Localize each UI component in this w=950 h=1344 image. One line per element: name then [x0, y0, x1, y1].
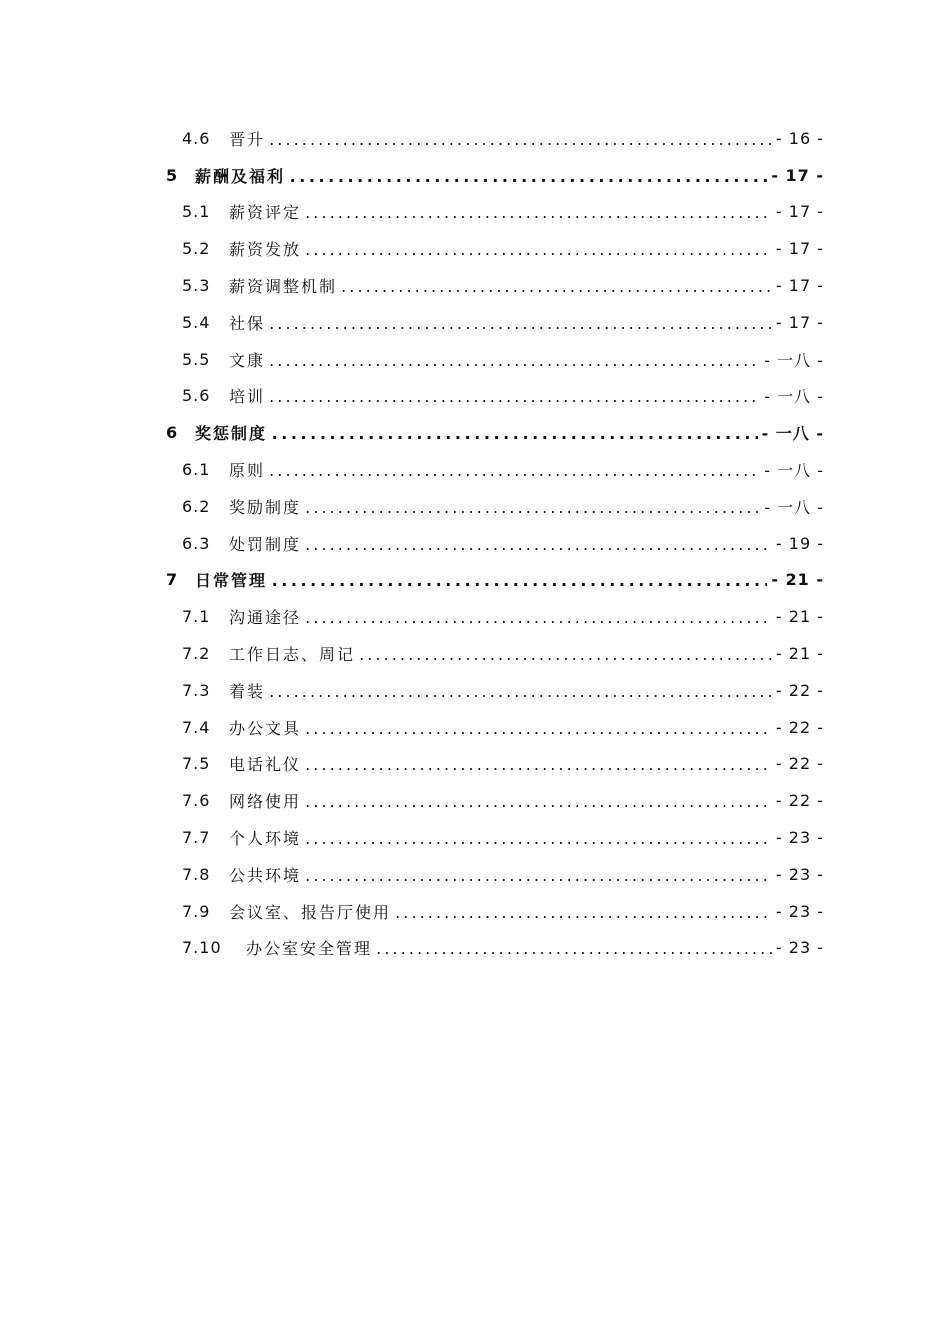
toc-entry-title-text: 薪资评定 [229, 203, 302, 223]
toc-entry-title-text: 公共环境 [229, 865, 302, 885]
toc-entry-page-number: - 一八 - [760, 421, 824, 444]
toc-entry-page-number: - 19 - [775, 533, 824, 553]
toc-section-entry[interactable] [0, 488, 950, 525]
toc-entry-number: 7.4 [182, 717, 211, 737]
toc-section-entry[interactable] [0, 304, 950, 341]
toc-entry-title-text: 原则 [229, 461, 266, 481]
toc-entry-title [229, 716, 772, 739]
toc-section-entry[interactable] [0, 635, 950, 672]
toc-entry-number: 7.10 [182, 938, 222, 958]
toc-section-entry[interactable] [0, 341, 950, 378]
toc-entry-title-text: 奖惩制度 [195, 424, 268, 444]
toc-entry-page-number: - 23 - [775, 938, 824, 958]
toc-entry-title [229, 789, 772, 812]
toc-entry-title-text: 网络使用 [229, 792, 302, 812]
toc-section-entry[interactable] [0, 930, 950, 967]
toc-section-entry[interactable] [0, 782, 950, 819]
toc-entry-page-number: - 21 - [775, 644, 824, 664]
toc-entry-number: 5.3 [182, 276, 211, 296]
toc-entry-number: 7.2 [182, 644, 211, 664]
toc-chapter-entry[interactable] [0, 414, 950, 451]
toc-entry-title-text: 着装 [229, 681, 266, 701]
toc-entry-title-text: 薪酬及福利 [195, 166, 286, 186]
toc-entry-title-text: 社保 [229, 313, 266, 333]
toc-entry-title [229, 642, 772, 665]
toc-entry-number: 7.6 [182, 791, 211, 811]
toc-entry-title [229, 605, 772, 628]
toc-entry-page-number: - 22 - [775, 717, 824, 737]
toc-section-entry[interactable] [0, 525, 950, 562]
toc-entry-page-number: - 17 - [775, 239, 824, 259]
toc-entry-number: 7.8 [182, 864, 211, 884]
toc-entry-title-text: 办公室安全管理 [246, 939, 373, 959]
toc-entry-page-number: - 23 - [775, 864, 824, 884]
toc-entry-page-number: - 21 - [771, 570, 824, 590]
toc-entry-title [229, 127, 772, 150]
toc-section-entry[interactable] [0, 893, 950, 930]
toc-entry-page-number: - 一八 - [762, 495, 824, 518]
toc-entry-title [195, 568, 767, 591]
toc-entry-page-number: - 22 - [775, 680, 824, 700]
toc-entry-number: 5.4 [182, 312, 211, 332]
toc-entry-title-text: 培训 [229, 387, 266, 407]
toc-entry-title-text: 电话礼仪 [229, 755, 302, 775]
toc-entry-page-number: - 16 - [775, 128, 824, 148]
toc-entry-number: 7.7 [182, 828, 211, 848]
toc-entry-number: 5 [166, 165, 179, 185]
toc-entry-title [195, 421, 758, 444]
toc-entry-number: 7.9 [182, 901, 211, 921]
toc-entry-title [229, 274, 772, 297]
toc-entry-title-text: 处罚制度 [229, 534, 302, 554]
toc-entry-title [229, 532, 772, 555]
toc-entry-number: 7 [166, 570, 179, 590]
toc-entry-number: 5.6 [182, 386, 211, 406]
toc-entry-title-text: 办公文具 [229, 718, 302, 738]
toc-entry-title [246, 936, 772, 959]
toc-entry-title-text: 晋升 [229, 129, 266, 149]
toc-entry-title [229, 752, 772, 775]
toc-entry-title-text: 薪资发放 [229, 240, 302, 260]
toc-entry-number: 6.2 [182, 496, 211, 516]
toc-section-entry[interactable] [0, 709, 950, 746]
toc-section-entry[interactable] [0, 378, 950, 415]
toc-entry-page-number: - 23 - [775, 901, 824, 921]
toc-entry-page-number: - 一八 - [762, 348, 824, 371]
toc-entry-page-number: - 22 - [775, 791, 824, 811]
toc-entry-title [229, 679, 772, 702]
toc-entry-page-number: - 17 - [775, 312, 824, 332]
toc-section-entry[interactable] [0, 120, 950, 157]
toc-entry-title-text: 薪资调整机制 [229, 277, 338, 297]
toc-entry-title [229, 237, 772, 260]
toc-entry-title [195, 164, 767, 187]
toc-entry-page-number: - 一八 - [762, 458, 824, 481]
toc-entry-title-text: 工作日志、周记 [229, 645, 356, 665]
toc-section-entry[interactable] [0, 451, 950, 488]
toc-section-entry[interactable] [0, 746, 950, 783]
toc-entry-number: 4.6 [182, 128, 211, 148]
toc-entry-title-text: 沟通途径 [229, 608, 302, 628]
toc-entry-title [229, 826, 772, 849]
toc-entry-title-text: 会议室、报告厅使用 [229, 902, 392, 922]
toc-entry-page-number: - 一八 - [762, 384, 824, 407]
toc-entry-title [229, 900, 772, 923]
toc-entry-title [229, 384, 760, 407]
toc-entry-title [229, 311, 772, 334]
toc-entry-title-text: 日常管理 [195, 571, 268, 591]
toc-entry-number: 7.1 [182, 607, 211, 627]
toc-entry-number: 6 [166, 423, 179, 443]
toc-entry-number: 6.3 [182, 533, 211, 553]
toc-entry-title [229, 863, 772, 886]
toc-entry-number: 7.5 [182, 754, 211, 774]
toc-entry-title-text: 文康 [229, 350, 266, 370]
toc-entry-title-text: 奖励制度 [229, 497, 302, 517]
toc-entry-number: 7.3 [182, 680, 211, 700]
toc-entry-title [229, 495, 760, 518]
toc-entry-title [229, 458, 760, 481]
toc-entry-page-number: - 17 - [775, 202, 824, 222]
toc-entry-number: 5.2 [182, 239, 211, 259]
toc-entry-title [229, 348, 760, 371]
toc-section-entry[interactable] [0, 598, 950, 635]
toc-section-entry[interactable] [0, 194, 950, 231]
toc-section-entry[interactable] [0, 672, 950, 709]
toc-entry-number: 6.1 [182, 460, 211, 480]
toc-entry-page-number: - 17 - [775, 276, 824, 296]
toc-entry-page-number: - 22 - [775, 754, 824, 774]
toc-section-entry[interactable] [0, 819, 950, 856]
toc-section-entry[interactable] [0, 267, 950, 304]
toc-chapter-entry[interactable] [0, 157, 950, 194]
table-of-contents [0, 120, 950, 966]
toc-chapter-entry[interactable] [0, 562, 950, 599]
toc-section-entry[interactable] [0, 230, 950, 267]
toc-entry-title-text: 个人环境 [229, 829, 302, 849]
toc-entry-number: 5.5 [182, 349, 211, 369]
toc-entry-title [229, 200, 772, 223]
toc-section-entry[interactable] [0, 856, 950, 893]
toc-entry-page-number: - 17 - [771, 165, 824, 185]
toc-entry-page-number: - 21 - [775, 607, 824, 627]
toc-entry-page-number: - 23 - [775, 828, 824, 848]
toc-entry-number: 5.1 [182, 202, 211, 222]
